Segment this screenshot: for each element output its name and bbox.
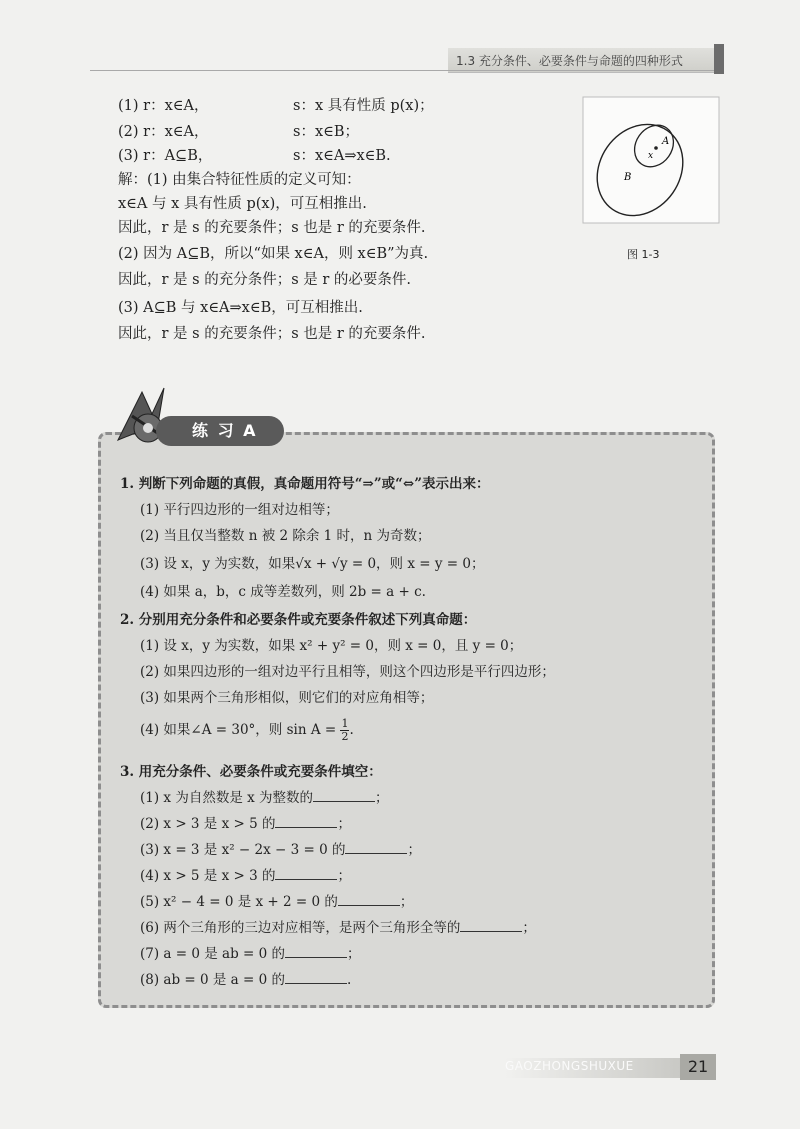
exercise-tab: 练 习 A <box>156 416 284 446</box>
fill-text: (3) x = 3 是 x² − 2x − 3 = 0 的 <box>140 842 346 858</box>
set-a-label: A <box>662 136 670 147</box>
example-value: s：x 具有性质 p(x)； <box>293 98 434 114</box>
fraction-numerator: 1 <box>341 717 349 730</box>
example-value: s：x∈B； <box>293 124 360 140</box>
item-4-text: (4) 如果∠A = 30°，则 sin A = <box>140 722 337 738</box>
answer-blank[interactable] <box>338 892 400 906</box>
fill-item <box>140 944 361 964</box>
fill-end: ； <box>375 790 389 806</box>
question-1-item: (1) 平行四边形的一组对边相等； <box>140 502 339 518</box>
example-label: (3) r：A⊆B， <box>118 148 213 164</box>
question-2-item-4 <box>140 718 354 743</box>
solution-line: 因此，r 是 s 的充要条件；s 也是 r 的充要条件. <box>118 326 426 342</box>
question-2-item: (2) 如果四边形的一组对边平行且相等，则这个四边形是平行四边形； <box>140 664 555 680</box>
question-2-item: (3) 如果两个三角形相似，则它们的对应角相等； <box>140 690 434 706</box>
fill-end: ； <box>347 946 361 962</box>
fill-text: (6) 两个三角形的三边对应相等，是两个三角形全等的 <box>140 920 461 936</box>
fill-item <box>140 892 413 912</box>
fill-item <box>140 814 351 834</box>
item-4-suffix: . <box>349 722 354 738</box>
answer-blank[interactable] <box>285 970 347 984</box>
fraction-denominator: 2 <box>341 730 349 743</box>
question-3-title: 3. 用充分条件、必要条件或充要条件填空： <box>120 764 382 780</box>
fill-end: ； <box>337 868 351 884</box>
fill-end: ； <box>522 920 536 936</box>
fill-item <box>140 866 351 886</box>
example-label: (1) r：x∈A， <box>118 98 209 114</box>
section-title: 1.3 充分条件、必要条件与命题的四种形式 <box>456 54 683 68</box>
fill-text: (1) x 为自然数是 x 为整数的 <box>140 790 314 806</box>
header-rule <box>90 70 714 71</box>
question-2-item: (1) 设 x，y 为实数，如果 x² + y² = 0，则 x = 0，且 y = 0； <box>140 638 523 654</box>
fill-end: ； <box>337 816 351 832</box>
running-footer: GAOZHONGSHUXUE <box>505 1059 634 1073</box>
answer-blank[interactable] <box>285 944 347 958</box>
solution-line: x∈A 与 x 具有性质 p(x)，可互相推出. <box>118 196 367 212</box>
page-number: 21 <box>680 1054 716 1080</box>
fill-text: (7) a = 0 是 ab = 0 的 <box>140 946 285 962</box>
fill-text: (4) x > 5 是 x > 3 的 <box>140 868 276 884</box>
example-label: (2) r：x∈A， <box>118 124 209 140</box>
fill-end: ； <box>399 894 414 910</box>
answer-blank[interactable] <box>345 840 407 854</box>
venn-figure <box>582 96 720 224</box>
example-value: s：x∈A⇒x∈B. <box>293 148 391 164</box>
example-line-1 <box>118 96 434 116</box>
answer-blank[interactable] <box>275 814 337 828</box>
question-1-item: (3) 设 x，y 为实数，如果√x + √y = 0，则 x = y = 0； <box>140 556 485 572</box>
set-b-label: B <box>624 172 632 183</box>
point-x-label: x <box>648 151 654 161</box>
fill-item <box>140 970 351 990</box>
solution-line: 因此，r 是 s 的充要条件；s 也是 r 的充要条件. <box>118 220 426 236</box>
example-line-2 <box>118 122 359 142</box>
solution-line: 因此，r 是 s 的充分条件；s 是 r 的必要条件. <box>118 272 412 288</box>
example-line-3 <box>118 146 391 166</box>
question-1-title: 1. 判断下列命题的真假，真命题用符号“⇒”或“⇔”表示出来： <box>120 476 490 492</box>
question-1-item: (2) 当且仅当整数 n 被 2 除余 1 时，n 为奇数； <box>140 528 431 544</box>
fill-text: (5) x² − 4 = 0 是 x + 2 = 0 的 <box>140 894 338 910</box>
fill-text: (8) ab = 0 是 a = 0 的 <box>140 972 285 988</box>
question-2-title: 2. 分别用充分条件和必要条件或充要条件叙述下列真命题： <box>120 612 477 628</box>
header-accent <box>714 44 724 74</box>
fill-end: ； <box>407 842 421 858</box>
fill-item <box>140 788 389 808</box>
fill-end: . <box>347 972 352 988</box>
fill-text: (2) x > 3 是 x > 5 的 <box>140 816 276 832</box>
fill-item <box>140 918 536 938</box>
question-1-item: (4) 如果 a，b，c 成等差数列，则 2b = a + c. <box>140 584 426 600</box>
answer-blank[interactable] <box>460 918 522 932</box>
figure-caption: 图 1-3 <box>627 248 660 261</box>
solution-line: (3) A⊆B 与 x∈A⇒x∈B，可互相推出. <box>118 300 363 316</box>
fill-item <box>140 840 421 860</box>
solution-line: 解：(1) 由集合特征性质的定义可知： <box>118 172 361 188</box>
answer-blank[interactable] <box>275 866 337 880</box>
answer-blank[interactable] <box>313 788 375 802</box>
solution-line: (2) 因为 A⊆B，所以“如果 x∈A，则 x∈B”为真. <box>118 246 429 262</box>
point-x <box>654 146 658 150</box>
